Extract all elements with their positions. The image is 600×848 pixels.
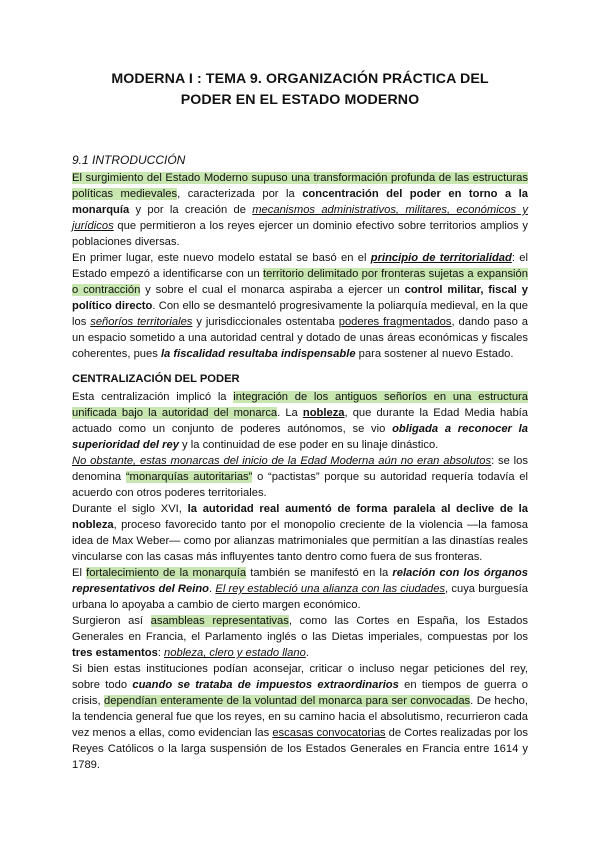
highlight-text: “monarquías autoritarias” xyxy=(125,471,253,483)
text-run: Surgieron así xyxy=(72,615,151,627)
paragraph-1 xyxy=(72,170,528,250)
text-run: también se manifestó en la xyxy=(246,567,393,579)
text-run: En primer lugar, este nuevo modelo estatal se basó en el xyxy=(72,252,371,264)
text-run: en tiempos de guerra o crisis, xyxy=(72,679,528,707)
intro-section xyxy=(72,170,528,362)
italic-underlined-text: El rey estableció una alianza con las ciudades xyxy=(215,583,446,595)
text-run: y la continuidad de ese poder en su linaje dinástico. xyxy=(178,439,439,451)
document-title xyxy=(90,69,510,111)
text-run: y por la creación de xyxy=(129,204,253,216)
bold-italic-text: relación con los órganos representativos del Reino xyxy=(72,567,528,595)
text-run: Si bien estas instituciones podían aconsejar, criticar o incluso negar peticiones del rey, sobre todo xyxy=(72,663,528,691)
text-run: y sobre el cual el monarca aspiraba a ejercer un xyxy=(140,284,405,296)
text-run: , proceso favorecido tanto por el monopolio creciente de la violencia —la famosa idea de Max Weber— como por alianzas matrimoniales que permitían a las dinastías reales vincularse con las casas más influyentes tanto dentro como fuera de sus fronteras. xyxy=(72,519,528,563)
paragraph-2 xyxy=(72,250,528,362)
italic-underlined-text: nobleza, clero y estado llano xyxy=(164,647,306,659)
bold-underlined-text: nobleza xyxy=(302,407,345,419)
text-run: y jurisdiccionales ostentaba xyxy=(192,316,339,328)
italic-underlined-text: mecanismos administrativos, militares, económicos y jurídicos xyxy=(72,204,528,232)
highlight-text: dependían enteramente de la voluntad del monarca para ser convocadas xyxy=(104,695,471,707)
underlined-text: poderes fragmentados xyxy=(338,316,452,328)
paragraph-3 xyxy=(72,389,528,453)
italic-underlined-text: No obstante, estas monarcas del inicio de la Edad Moderna aún no eran absolutos xyxy=(72,455,492,467)
text-run: de Cortes realizadas por los Reyes Católicos o la larga suspensión de los Estados Generales en Francia entre 1614 y 1789. xyxy=(72,727,528,771)
text-run: . xyxy=(209,583,216,595)
bold-italic-text: obligada a reconocer la superioridad del rey xyxy=(72,423,528,451)
text-run: , que durante la Edad Media había actuado como un conjunto de poderes autónomos, se vio xyxy=(72,407,528,435)
title-line-2: PODER EN EL ESTADO MODERNO xyxy=(180,92,420,108)
text-run: , cuya burguesía urbana lo apoyaba a cambio de cierto margen económico. xyxy=(72,583,528,611)
paragraph-8 xyxy=(72,661,528,773)
text-run: : xyxy=(157,647,165,659)
text-run: . Con ello se desmanteló progresivamente la poliarquía medieval, en la que los xyxy=(72,300,528,328)
bold-text: tres estamentos xyxy=(72,647,158,659)
section-heading-introduccion: 9.1 INTRODUCCIÓN xyxy=(72,153,186,167)
underlined-text: escasas convocatorias xyxy=(272,727,386,739)
text-run: : se los denomina xyxy=(72,455,528,483)
bold-italic-text: cuando se trataba de impuestos extraordinarios xyxy=(132,679,399,691)
highlight-text: asambleas representativas xyxy=(150,615,289,627)
monarchy-section xyxy=(72,565,528,773)
highlight-text: territorio delimitado por fronteras sujetas a expansión o contracción xyxy=(72,268,528,296)
text-run: o “pactistas” porque su autoridad requería todavía el acuerdo con otros poderes territoriales. xyxy=(72,471,529,499)
text-run: Esta centralización implicó la xyxy=(72,391,234,403)
text-run: Durante el siglo XVI, xyxy=(72,503,188,515)
bold-italic-underlined-text: principio de territorialidad xyxy=(370,252,512,264)
paragraph-5 xyxy=(72,501,528,565)
bold-text: concentración del poder en torno a la monarquía xyxy=(72,188,528,216)
title-line-1: MODERNA I : TEMA 9. ORGANIZACIÓN PRÁCTICA DEL xyxy=(111,71,489,87)
text-run: . La xyxy=(277,407,303,419)
text-run: que permitieron a los reyes ejercer un dominio efectivo sobre territorios amplios y poblaciones diversas. xyxy=(72,220,528,248)
centralization-section xyxy=(72,389,528,565)
text-run: : el Estado empezó a identificarse con un xyxy=(72,252,528,280)
paragraph-6 xyxy=(72,565,528,613)
section-heading-centralizacion: CENTRALIZACIÓN DEL PODER xyxy=(72,373,240,385)
italic-underlined-text: señoríos territoriales xyxy=(90,316,193,328)
text-run: El xyxy=(72,567,87,579)
bold-text: control militar, fiscal y político directo xyxy=(72,284,528,312)
text-run: . xyxy=(305,647,309,659)
highlight-text: El surgimiento del Estado Moderno supuso una transformación profunda de las estructuras políticas medievales xyxy=(72,172,528,200)
highlight-text: integración de los antiguos señoríos en una estructura unificada bajo la autoridad del monarca xyxy=(72,391,528,419)
bold-text: la autoridad real aumentó de forma paralela al declive de la nobleza xyxy=(72,503,528,531)
paragraph-4 xyxy=(72,453,528,501)
text-run: . De hecho, la tendencia general fue que los reyes, en su camino hacia el absolutismo, recurrieron cada vez menos a ellas, como evidencian las xyxy=(72,695,529,739)
highlight-text: fortalecimiento de la monarquía xyxy=(86,567,247,579)
text-run: , dando paso a un espacio sometido a una autoridad central y dotado de unas áreas económicas y fiscales coherentes, pues xyxy=(72,316,528,360)
text-run: , caracterizada por la xyxy=(177,188,303,200)
text-run: para sostener al nuevo Estado. xyxy=(355,348,514,360)
bold-italic-text: la fiscalidad resultaba indispensable xyxy=(160,348,356,360)
paragraph-7 xyxy=(72,613,528,661)
text-run: , como las Cortes en España, los Estados Generales en Francia, el Parlamento inglés o las Dietas imperiales, compuestas por los xyxy=(72,615,528,643)
